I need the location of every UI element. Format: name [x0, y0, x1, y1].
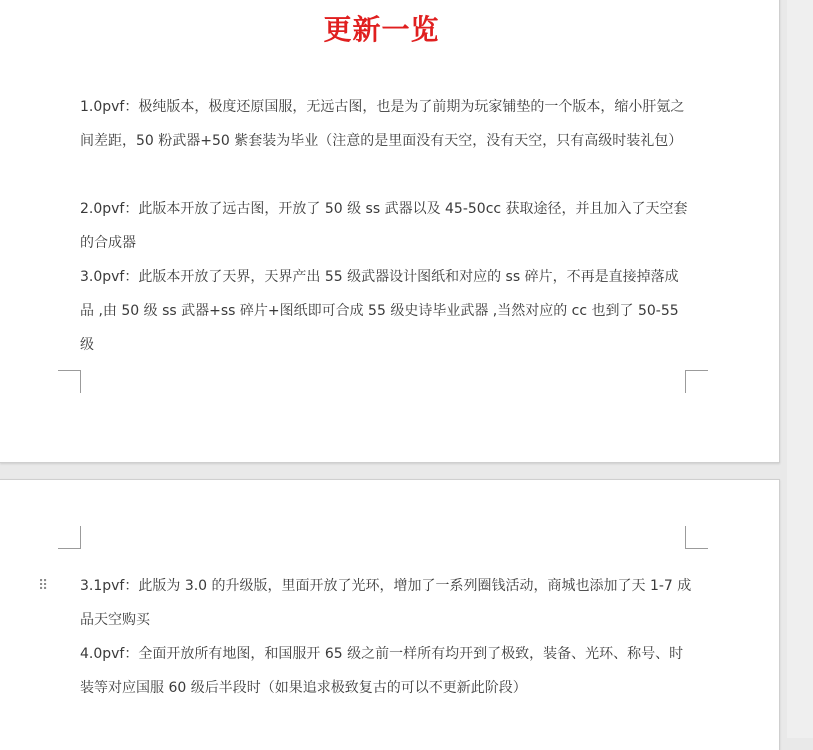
paragraph-3-1-pvf[interactable]: 3.1pvf：此版为 3.0 的升级版，里面开放了光环，增加了一系列圈钱活动，商城也添加了天 1-7 成品天空购买: [80, 578, 692, 628]
margin-corner-bottom-left: [58, 370, 81, 393]
paragraph-2-0-pvf[interactable]: 2.0pvf：此版本开放了远古图，开放了 50 级 ss 武器以及 45-50cc 获取途径，并且加入了天空套的合成器: [80, 201, 688, 251]
paragraph-1-0-pvf[interactable]: 1.0pvf：极纯版本，极度还原国服，无远古图，也是为了前期为玩家铺垫的一个版本，缩小肝氪之间差距，50 粉武器+50 紫套装为毕业（注意的是里面没有天空，没有天空，只有高级时装礼包）: [80, 99, 685, 149]
paragraph-4-0-pvf[interactable]: 4.0pvf：全面开放所有地图，和国服开 65 级之前一样所有均开到了极致，装备、光环、称号、时装等对应国服 60 级后半段时（如果追求极致复古的可以不更新此阶段）: [80, 646, 684, 696]
document-page-2: [0, 479, 780, 750]
drag-handle-icon[interactable]: ⠿: [38, 578, 48, 594]
document-title[interactable]: 更新一览: [323, 13, 440, 46]
margin-corner-bottom-right: [685, 370, 708, 393]
margin-corner-top-left: [58, 526, 81, 549]
scrollbar-track[interactable]: [787, 0, 813, 738]
paragraph-3-0-pvf[interactable]: 3.0pvf：此版本开放了天界，天界产出 55 级武器设计图纸和对应的 ss 碎片，不再是直接掉落成品 ,由 50 级 ss 武器+ss 碎片+图纸即可合成 55 级史诗毕业武器 ,当然对应的 cc 也到了 50-55 级: [80, 269, 679, 353]
margin-corner-top-right: [685, 526, 708, 549]
